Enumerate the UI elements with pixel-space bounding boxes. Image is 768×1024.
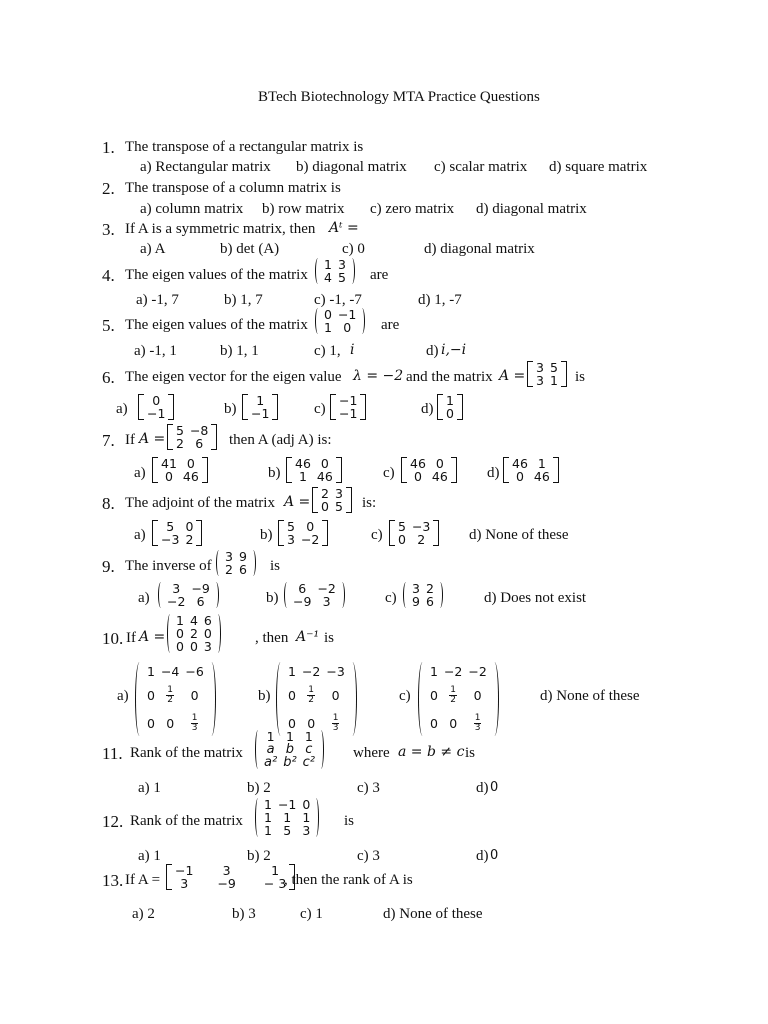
matrix-q10c: 1 −2 −2 0 $\frac{1}{2}$ 0 0 0 $\frac{1}{3}$ [418,662,499,736]
question-text-after: is: [362,495,377,511]
option-a: a) -1, 7 [136,292,179,308]
question-text: The transpose of a rectangular matrix is [125,139,364,155]
option-d: d) diagonal matrix [424,241,535,257]
math-expression: Aᵗ = [329,220,359,236]
matrix-q8: 2 3 0 5 [312,487,352,513]
question-text: The eigen values of the matrix [125,317,308,333]
matrix-q7b: 46 0 1 46 [286,457,342,483]
matrix-q9: 3 9 2 6 [216,550,256,576]
option-d: d) [476,780,489,796]
matrix-q9c: 3 2 9 6 [403,582,443,608]
question-text-after: where [353,745,390,761]
question-number: 10. [102,629,124,648]
question-text: If A is a symmetric matrix, then [125,221,316,237]
option-d: d) None of these [469,527,569,543]
option-d: d) 1, -7 [418,292,462,308]
question-text: The eigen vector for the eigen value [125,369,342,385]
matrix-q6d: 1 0 [437,394,463,420]
option-d: d) [426,343,439,359]
page-title: BTech Biotechnology MTA Practice Questions [258,89,540,105]
option-d: d) None of these [383,906,483,922]
option-d: d) Does not exist [484,590,587,606]
option-a: a) [134,527,146,543]
option-c: c) scalar matrix [434,159,528,175]
matrix-q4: 1 3 4 5 [315,258,355,284]
option-c: c) 1 [300,906,323,922]
option-b: b) row matrix [262,201,345,217]
option-c: c) 0 [342,241,365,257]
math-A: A = [284,494,311,510]
matrix-q10a: 1 −4 −6 0 $\frac{1}{2}$ 0 0 0 $\frac{1}{3}$ [135,662,216,736]
option-c: c) [383,465,395,481]
option-b: b) diagonal matrix [296,159,407,175]
question-number: 3. [102,220,115,239]
matrix-q11: 1 1 1 a b c a² b² c² [255,730,324,769]
option-d-math: 0 [490,848,499,863]
question-text: Rank of the matrix [130,813,243,829]
question-text-after: is [270,558,281,574]
question-text-after: is [344,813,355,829]
question-number: 11. [102,744,123,763]
math-A: A = [139,629,166,645]
question-number: 2. [102,179,115,198]
matrix-q10: 1 4 6 0 2 0 0 0 3 [167,614,221,653]
option-c: c) [371,527,383,543]
question-text-after: then A (adj A) is: [229,432,332,448]
option-d: d) diagonal matrix [476,201,587,217]
question-text-after: , then [255,630,289,646]
fraction-one-third: $\frac{1}{3}$ [191,712,198,733]
option-d-math: i,−i [441,342,467,358]
option-d-math: 0 [490,780,499,795]
question-text-after-2: is [324,630,335,646]
option-c: c) [385,590,397,606]
math-A: A = [499,368,526,384]
matrix-q8b: 5 0 3 −2 [278,520,328,546]
question-text-after-2: is [465,745,476,761]
question-text: Rank of the matrix [130,745,243,761]
option-b: b) [224,401,237,417]
option-b: b) [266,590,279,606]
question-text-after: , then the rank of A is [284,872,413,888]
matrix-q12: 1 −1 0 1 1 1 1 5 3 [255,798,319,837]
matrix-q9b: 6 −2 −9 3 [284,582,345,608]
matrix-q9a: 3 −9 −2 6 [158,582,219,608]
question-text-mid: and the matrix [406,369,493,385]
option-d: d) square matrix [549,159,648,175]
option-c: c) 3 [357,848,380,864]
option-c: c) -1, -7 [314,292,362,308]
option-c: c) 3 [357,780,380,796]
matrix-q6c: −1 −1 [330,394,366,420]
question-text: The transpose of a column matrix is [125,180,341,196]
option-a: a) [117,688,129,704]
question-number: 4. [102,266,115,285]
question-text: The eigen values of the matrix [125,267,308,283]
option-c: c) zero matrix [370,201,455,217]
matrix-q7: 5 −8 2 6 [167,424,217,450]
fraction-one-half: $\frac{1}{2}$ [308,684,315,705]
question-text: If A = [125,872,161,888]
matrix-q6: 3 5 3 1 [527,361,567,387]
matrix-q13: −1 3 1 3 −9 − 3 [166,864,295,890]
fraction-one-half: $\frac{1}{2}$ [450,684,457,705]
matrix-q6a: 0 −1 [138,394,174,420]
question-text: The adjoint of the matrix [125,495,275,511]
math-lambda: λ = −2 [353,368,404,384]
matrix-q8c: 5 −3 0 2 [389,520,439,546]
math-A-inverse: A⁻¹ [296,629,320,645]
question-text-after: are [381,317,400,333]
option-a: a) A [140,241,166,257]
question-number: 12. [102,812,124,831]
question-number: 1. [102,138,115,157]
question-number: 13. [102,871,124,890]
math-condition: a = b ≠ c [398,744,465,760]
question-text: If [125,432,135,448]
option-d: d) None of these [540,688,640,704]
option-b: b) det (A) [220,241,280,257]
option-a: a) [116,401,128,417]
option-a: a) column matrix [140,201,244,217]
option-b: b) 2 [247,780,271,796]
math-A: A = [139,431,166,447]
option-a: a) 2 [132,906,155,922]
question-text-after: is [575,369,586,385]
matrix-q7a: 41 0 0 46 [152,457,208,483]
option-b: b) 1, 1 [220,343,259,359]
option-b: b) [260,527,273,543]
option-a: a) -1, 1 [134,343,177,359]
option-d: d) [487,465,500,481]
option-b: b) 3 [232,906,256,922]
question-text-after: are [370,267,389,283]
option-b: b) 2 [247,848,271,864]
option-a: a) 1 [138,780,161,796]
option-a: a) 1 [138,848,161,864]
option-b: b) [258,688,271,704]
option-d: d) [421,401,434,417]
matrix-q7d: 46 1 0 46 [503,457,559,483]
option-a: a) Rectangular matrix [140,159,271,175]
question-text: If [126,630,136,646]
question-number: 6. [102,368,115,387]
question-text: The inverse of [125,558,212,574]
matrix-q8a: 5 0 −3 2 [152,520,202,546]
option-c-math: i [350,342,355,358]
matrix-q5: 0 −1 1 0 [315,308,365,334]
option-c: c) 1, [314,343,341,359]
question-number: 5. [102,316,115,335]
matrix-q6b: 1 −1 [242,394,278,420]
option-c: c) [314,401,326,417]
question-number: 7. [102,431,115,450]
fraction-one-half: $\frac{1}{2}$ [167,684,174,705]
fraction-one-third: $\frac{1}{3}$ [332,712,339,733]
question-number: 9. [102,557,115,576]
option-a: a) [138,590,150,606]
option-b: b) 1, 7 [224,292,263,308]
option-b: b) [268,465,281,481]
matrix-q10b: 1 −2 −3 0 $\frac{1}{2}$ 0 0 0 $\frac{1}{3}$ [276,662,357,736]
matrix-q7c: 46 0 0 46 [401,457,457,483]
option-a: a) [134,465,146,481]
option-c: c) [399,688,411,704]
fraction-one-third: $\frac{1}{3}$ [474,712,481,733]
question-number: 8. [102,494,115,513]
option-d: d) [476,848,489,864]
